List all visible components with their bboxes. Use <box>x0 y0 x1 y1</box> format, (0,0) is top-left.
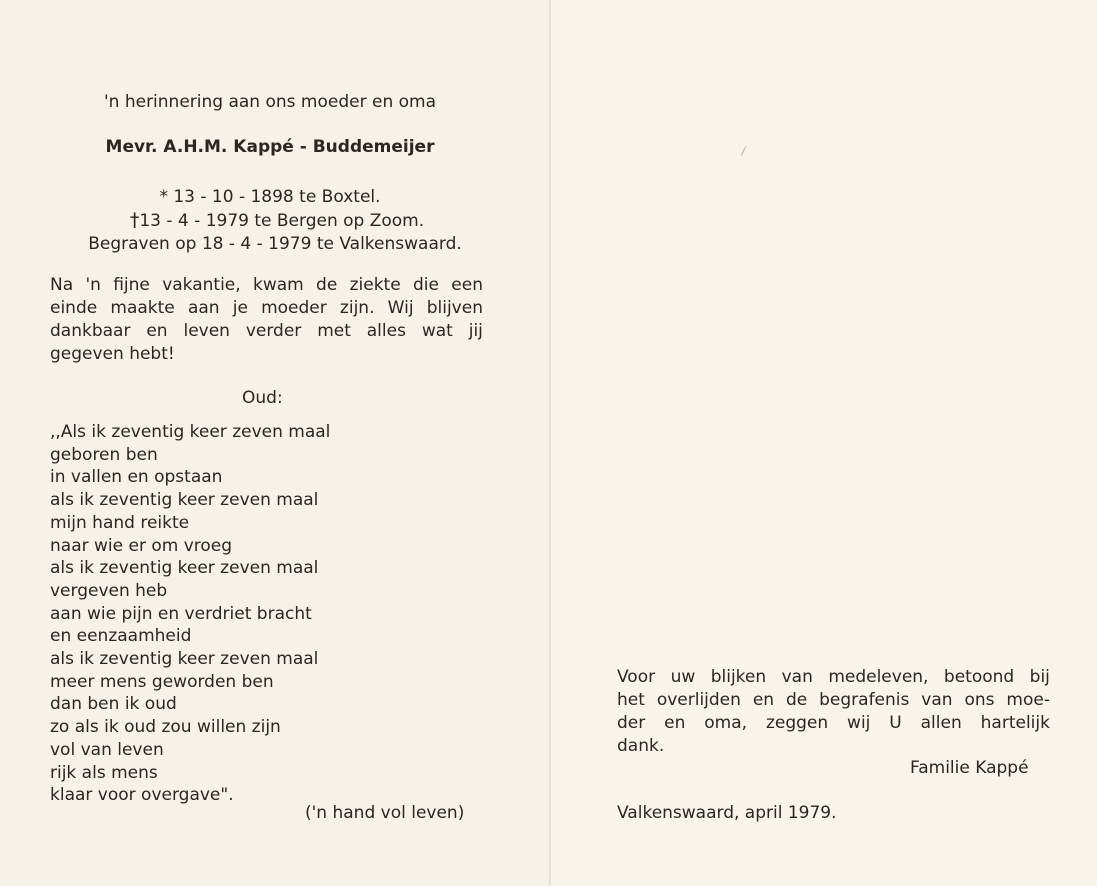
word: kwam <box>252 275 304 295</box>
death-line <box>54 209 500 233</box>
death-text: 13 - 4 - 1979 te Bergen op Zoom. <box>139 211 425 231</box>
word: Wij <box>387 298 414 318</box>
word: 'n <box>85 275 101 295</box>
word: jij <box>468 321 483 341</box>
poem-line: vergeven heb <box>50 580 168 601</box>
word: der <box>617 713 646 733</box>
birth-line: * 13 - 10 - 1898 te Boxtel. <box>159 187 381 207</box>
word: betoond <box>943 667 1015 687</box>
poem-line: ,,Als ik zeventig keer zeven maal <box>50 422 331 442</box>
word: blijken <box>710 667 767 687</box>
word: maakte <box>110 298 175 318</box>
word: aan <box>187 298 220 318</box>
word: uw <box>670 667 696 687</box>
word: vakantie, <box>162 275 241 295</box>
poem <box>50 421 330 807</box>
word: en <box>664 713 686 733</box>
word: oma, <box>704 713 748 733</box>
poem-line: als ik zeventig keer zeven maal <box>50 490 319 511</box>
memorial-heading: 'n herinnering aan ons moeder en oma <box>103 92 436 112</box>
text-line <box>617 689 1050 712</box>
word: U <box>889 713 902 733</box>
word: dankbaar <box>50 321 131 341</box>
word: overlijden <box>656 690 741 710</box>
word: fijne <box>113 275 150 295</box>
text-line <box>617 666 1050 689</box>
poem-line: aan wie pijn en verdriet bracht <box>50 603 312 624</box>
poem-line: vol van leven <box>50 739 164 760</box>
text-line <box>50 343 483 366</box>
word: en <box>752 690 775 710</box>
text-line <box>617 712 1050 735</box>
word: hartelijk <box>980 713 1050 733</box>
word: de <box>316 275 338 295</box>
word: ons <box>964 690 995 710</box>
text-line <box>50 320 483 343</box>
word: het <box>617 690 645 710</box>
text-line <box>50 274 483 297</box>
word: gegeven hebt! <box>50 344 175 364</box>
word: leven <box>183 321 230 341</box>
word: allen <box>920 713 962 733</box>
word: medeleven, <box>828 667 929 687</box>
word: Na <box>50 275 74 295</box>
word: zeggen <box>765 713 829 733</box>
text-line <box>617 735 1050 758</box>
poem-line: en eenzaamheid <box>50 626 192 647</box>
poem-line: naar wie er om vroeg <box>50 535 233 556</box>
poem-source: ('n hand vol leven) <box>305 803 465 823</box>
word: van <box>921 690 953 710</box>
word: je <box>232 298 248 318</box>
word: en <box>146 321 168 341</box>
poem-line: als ik zeventig keer zeven maal <box>50 649 319 670</box>
word: moe- <box>1006 690 1050 710</box>
word: wij <box>847 713 871 733</box>
poem-line: mijn hand reikte <box>50 512 190 533</box>
word: dank. <box>617 736 665 756</box>
word: alles <box>366 321 406 341</box>
word: zijn. <box>339 298 375 318</box>
poem-line: als ik zeventig keer zeven maal <box>50 558 319 579</box>
word: een <box>451 275 483 295</box>
poem-line: klaar voor overgave". <box>50 785 234 806</box>
poem-line: rijk als mens <box>50 762 158 783</box>
word: moeder <box>261 298 327 318</box>
word: wat <box>421 321 453 341</box>
cross-icon: † <box>129 209 140 231</box>
word: Voor <box>617 667 656 687</box>
dates-block <box>40 186 500 256</box>
word: ziekte <box>349 275 401 295</box>
deceased-name: Mevr. A.H.M. Kappé - Buddemeijer <box>105 137 435 157</box>
word: met <box>317 321 351 341</box>
poem-line: dan ben ik oud <box>50 694 177 715</box>
word: blijven <box>426 298 483 318</box>
place-date: Valkenswaard, april 1979. <box>617 803 837 823</box>
word: van <box>781 667 813 687</box>
word: de <box>785 690 808 710</box>
poem-line: zo als ik oud zou willen zijn <box>50 717 281 738</box>
word: einde <box>50 298 98 318</box>
poem-line: geboren ben <box>50 444 158 465</box>
poem-line: meer mens geworden ben <box>50 671 274 692</box>
poem-title: Oud: <box>242 388 283 408</box>
burial-line: Begraven op 18 - 4 - 1979 te Valkenswaard. <box>88 234 462 254</box>
thanks-paragraph <box>617 666 1050 758</box>
word: verder <box>245 321 302 341</box>
card-fold <box>549 0 551 886</box>
word: die <box>412 275 439 295</box>
word: begrafenis <box>819 690 910 710</box>
text-line <box>50 297 483 320</box>
remembrance-paragraph <box>50 274 483 366</box>
word: bij <box>1029 667 1050 687</box>
poem-line: in vallen en opstaan <box>50 467 223 488</box>
family-signature: Familie Kappé <box>910 758 1029 778</box>
